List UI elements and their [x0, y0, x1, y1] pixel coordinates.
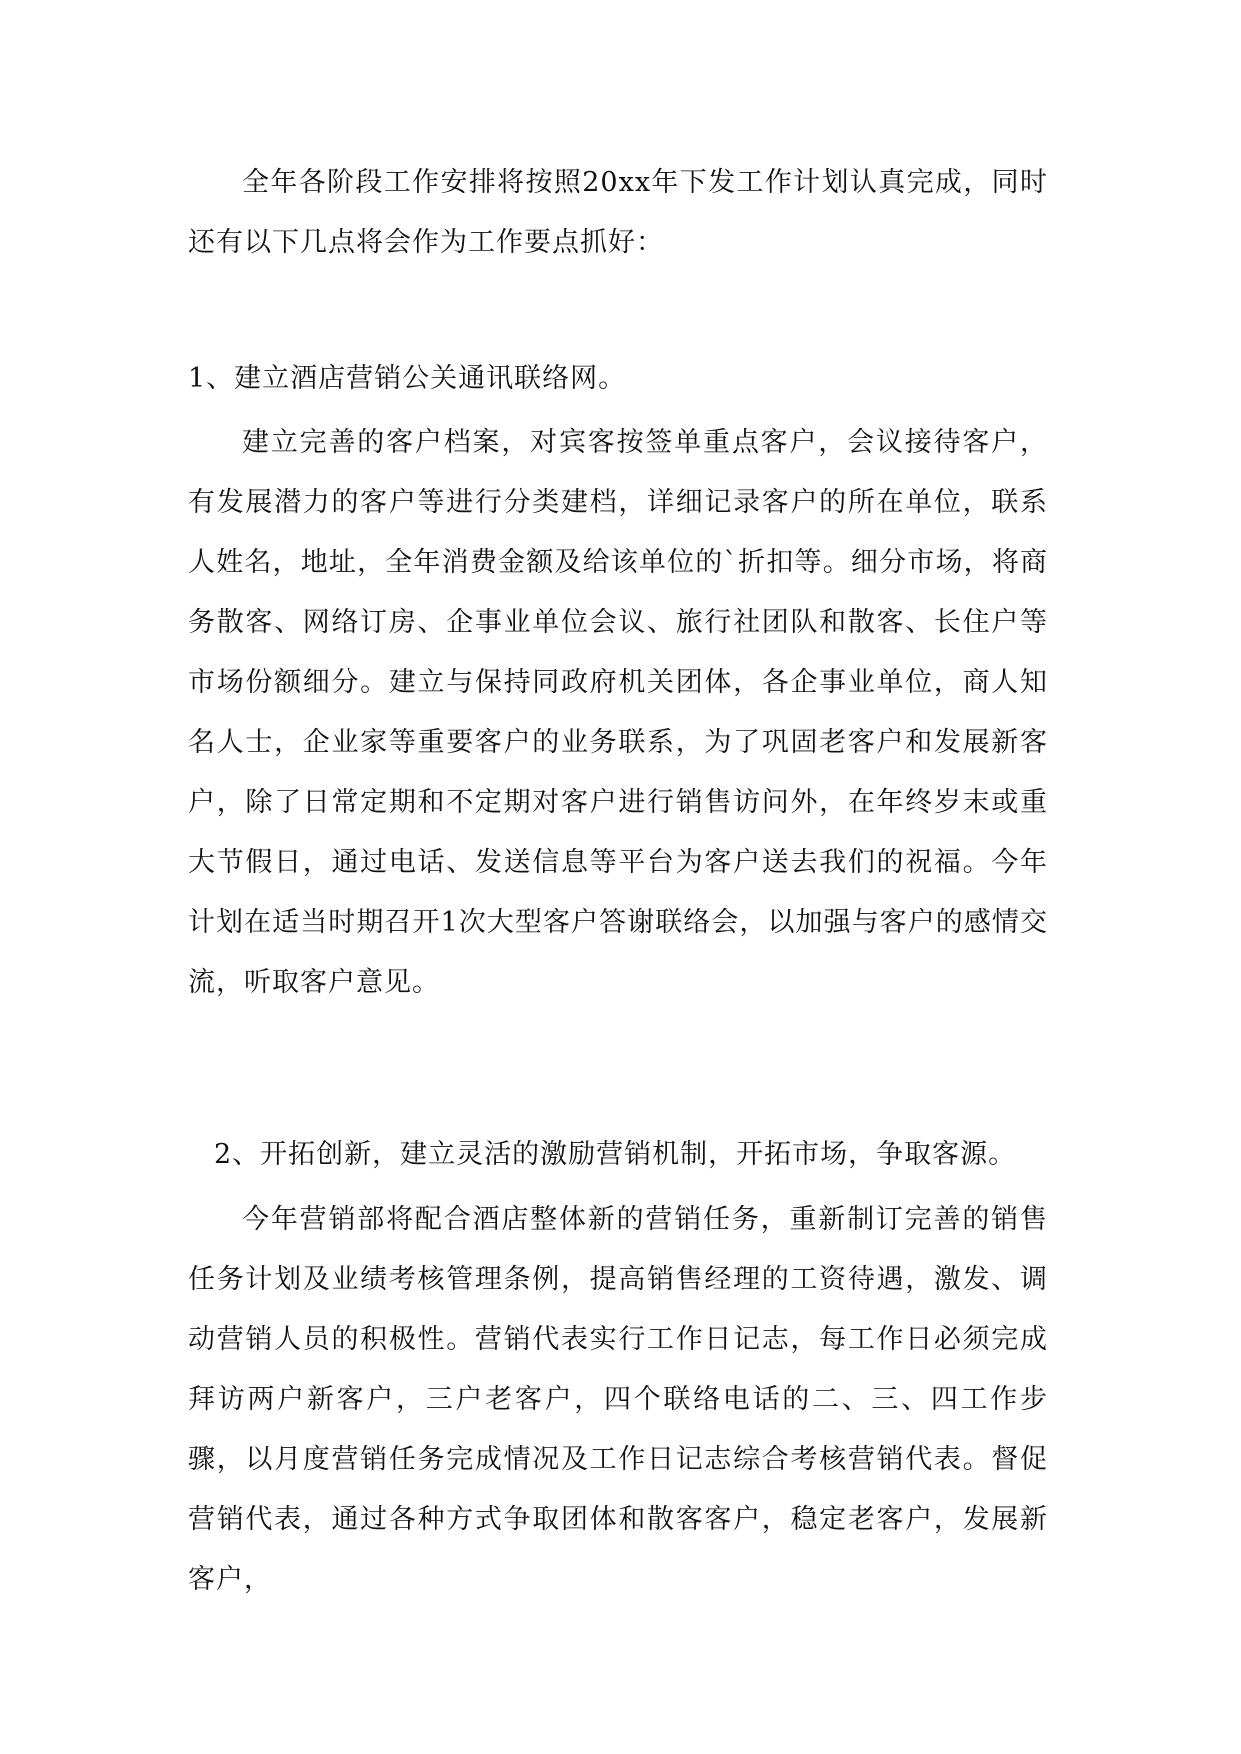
section-2-body: 今年营销部将配合酒店整体新的营销任务，重新制订完善的销售任务计划及业绩考核管理条例，提高销售经理的工资待遇，激发、调动营销人员的积极性。营销代表实行工作日记志，每工作日必须完成拜访两户新客户，三户老客户，四个联络电话的二、三、四工作步骤，以月度营销任务完成情况及工作日记志综合考核营销代表。督促营销代表，通过各种方式争取团体和散客客户，稳定老客户，发展新客户，: [188, 1204, 1048, 1595]
intro-paragraph: 全年各阶段工作安排将按照20xx年下发工作计划认真完成，同时还有以下几点将会作为工作要点抓好：: [188, 167, 1048, 258]
section-2-heading: 2、开拓创新，建立灵活的激励营销机制，开拓市场，争取客源。: [214, 1139, 1017, 1170]
section-1-heading: 1、建立酒店营销公关通讯联络网。: [188, 363, 627, 394]
section-1-body: 建立完善的客户档案，对宾客按签单重点客户，会议接待客户，有发展潜力的客户等进行分类建档，详细记录客户的所在单位，联系人姓名，地址，全年消费金额及给该单位的`折扣等。细分市场，将商务散客、网络订房、企事业单位会议、旅行社团队和散客、长住户等市场份额细分。建立与保持同政府机关团体，各企事业单位，商人知名人士，企业家等重要客户的业务联系，为了巩固老客户和发展新客户，除了日常定期和不定期对客户进行销售访问外，在年终岁末或重大节假日，通过电话、发送信息等平台为客户送去我们的祝福。今年计划在适当时期召开1次大型客户答谢联络会，以加强与客户的感情交流，听取客户意见。: [188, 427, 1048, 998]
